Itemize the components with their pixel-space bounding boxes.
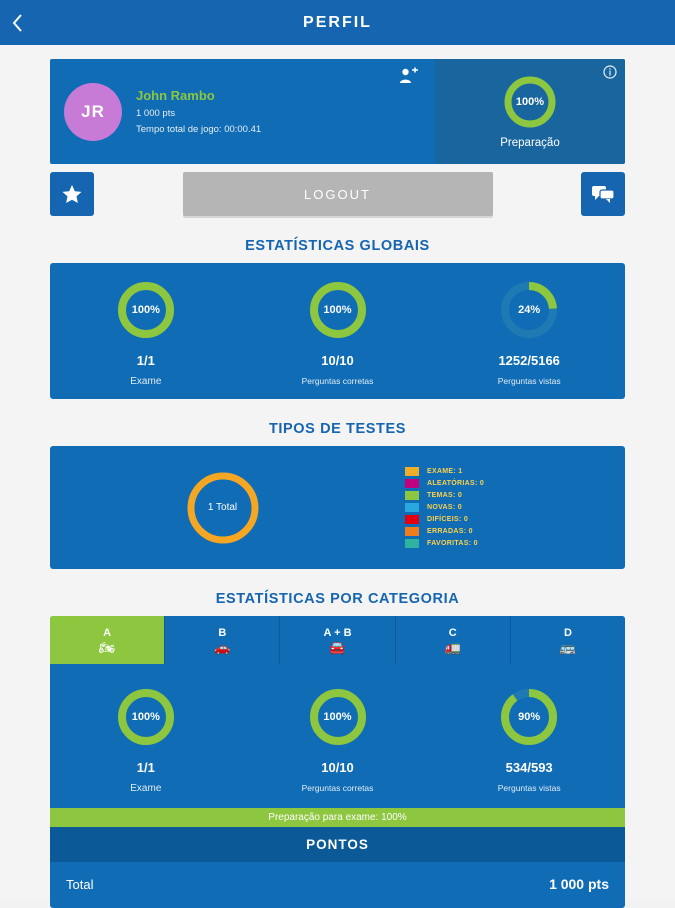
seen-label: Perguntas vistas [497, 376, 561, 386]
tab-label: A [103, 626, 112, 639]
global-stat-seen [433, 279, 625, 387]
edit-profile-icon [399, 67, 419, 85]
legend-item [405, 491, 625, 500]
category-stat-exam [50, 686, 242, 794]
exam-percent: 100% [131, 303, 160, 316]
legend-swatch-novas [405, 503, 419, 512]
car-and-motorcycle-icon: 🚘 [329, 639, 346, 655]
profile-points: 1 000 pts [136, 108, 176, 119]
logout-button[interactable]: LOGOUT [183, 172, 493, 216]
tab-category-c[interactable] [396, 616, 511, 664]
legend-item [405, 467, 625, 476]
legend-swatch-favoritas [405, 539, 419, 548]
test-types-card [50, 446, 625, 569]
category-stats-row [50, 664, 625, 808]
test-types-legend [395, 464, 625, 551]
points-total-row [50, 862, 625, 908]
legend-label: ALEATÓRIAS: 0 [427, 480, 485, 487]
correct-donut [307, 279, 369, 341]
legend-label: ERRADAS: 0 [427, 528, 473, 535]
legend-item [405, 539, 625, 548]
back-button[interactable] [12, 0, 42, 45]
chevron-left-icon [12, 13, 24, 33]
category-seen-value: 534/593 [505, 760, 553, 775]
info-icon [603, 65, 617, 79]
legend-label: FAVORITAS: 0 [427, 540, 478, 547]
legend-item [405, 503, 625, 512]
profile-name: John Rambo [136, 88, 215, 103]
category-exam-percent: 100% [131, 710, 160, 723]
seen-value: 1252/5166 [498, 353, 560, 368]
legend-swatch-temas [405, 491, 419, 500]
car-icon: 🚗 [214, 639, 231, 655]
star-icon [61, 183, 83, 205]
category-stats-title: ESTATÍSTICAS POR CATEGORIA [215, 591, 460, 607]
category-correct-percent: 100% [323, 710, 352, 723]
tab-label: B [218, 626, 227, 639]
category-seen-label: Perguntas vistas [497, 783, 561, 793]
profile-info [50, 59, 435, 164]
test-types-donut [182, 467, 264, 549]
profile-card [50, 59, 625, 164]
favorites-button[interactable] [50, 172, 94, 216]
tab-label: A + B [323, 626, 352, 639]
legend-label: EXAME: 1 [427, 468, 463, 475]
global-stats-row [50, 263, 625, 399]
points-total-value: 1 000 pts [549, 876, 609, 892]
preparation-percent: 100% [515, 95, 545, 108]
legend-item [405, 479, 625, 488]
legend-item [405, 527, 625, 536]
avatar[interactable]: JR [64, 83, 122, 141]
page-title: PERFIL [303, 13, 372, 31]
chat-button[interactable] [581, 172, 625, 216]
points-total-label: Total [66, 876, 94, 892]
seen-percent: 24% [518, 303, 541, 316]
profile-texts [136, 88, 261, 135]
exam-value: 1/1 [136, 353, 155, 368]
global-stat-exam [50, 279, 242, 387]
exam-label: Exame [130, 376, 162, 387]
category-tabs [50, 616, 625, 664]
exam-donut [115, 279, 177, 341]
motorcycle-icon: 🏍 [98, 639, 116, 655]
category-exam-donut [115, 686, 177, 748]
correct-value: 10/10 [321, 353, 354, 368]
points-section-header: PONTOS [50, 827, 625, 862]
action-row [0, 164, 675, 216]
category-exam-value: 1/1 [136, 760, 155, 775]
tab-category-ab[interactable] [280, 616, 395, 664]
edit-profile-button[interactable] [399, 67, 419, 85]
legend-label: TEMAS: 0 [427, 492, 463, 499]
category-correct-value: 10/10 [321, 760, 354, 775]
exam-preparation-bar: Preparação para exame: 100% [50, 808, 625, 827]
legend-label: NOVAS: 0 [427, 504, 462, 511]
tab-category-d[interactable] [511, 616, 625, 664]
category-seen-donut [498, 686, 560, 748]
category-stat-seen [433, 686, 625, 794]
legend-swatch-exame [405, 467, 419, 476]
category-seen-percent: 90% [518, 710, 541, 723]
category-stat-correct [242, 686, 434, 794]
test-types-title: TIPOS DE TESTES [268, 421, 407, 437]
legend-swatch-erradas [405, 527, 419, 536]
truck-icon: 🚛 [444, 639, 461, 655]
category-correct-donut [307, 686, 369, 748]
tab-label: C [448, 626, 457, 639]
legend-label: DIFÍCEIS: 0 [427, 516, 469, 523]
correct-label: Perguntas corretas [301, 376, 374, 386]
test-types-center-label: 1 Total [207, 502, 238, 513]
preparation-label: Preparação [500, 137, 560, 149]
preparation-donut [502, 74, 558, 130]
category-exam-label: Exame [130, 783, 162, 794]
seen-donut [498, 279, 560, 341]
correct-percent: 100% [323, 303, 352, 316]
legend-swatch-difceis [405, 515, 419, 524]
global-stats-card [50, 263, 625, 399]
bus-icon: 🚌 [559, 639, 576, 655]
category-stats-card [50, 616, 625, 908]
tab-category-a[interactable] [50, 616, 165, 664]
tab-label: D [563, 626, 572, 639]
app-header [0, 0, 675, 45]
category-correct-label: Perguntas corretas [301, 783, 374, 793]
legend-swatch-aleatorias [405, 479, 419, 488]
global-stat-correct [242, 279, 434, 387]
preparation-panel [435, 59, 625, 164]
tab-category-b[interactable] [165, 616, 280, 664]
profile-card-wrapper [0, 45, 675, 164]
legend-item [405, 515, 625, 524]
info-button[interactable] [603, 65, 617, 79]
global-stats-title: ESTATÍSTICAS GLOBAIS [245, 238, 430, 254]
test-types-chart [50, 467, 395, 549]
profile-playtime: Tempo total de jogo: 00:00.41 [136, 124, 262, 135]
chat-icon [591, 184, 615, 204]
